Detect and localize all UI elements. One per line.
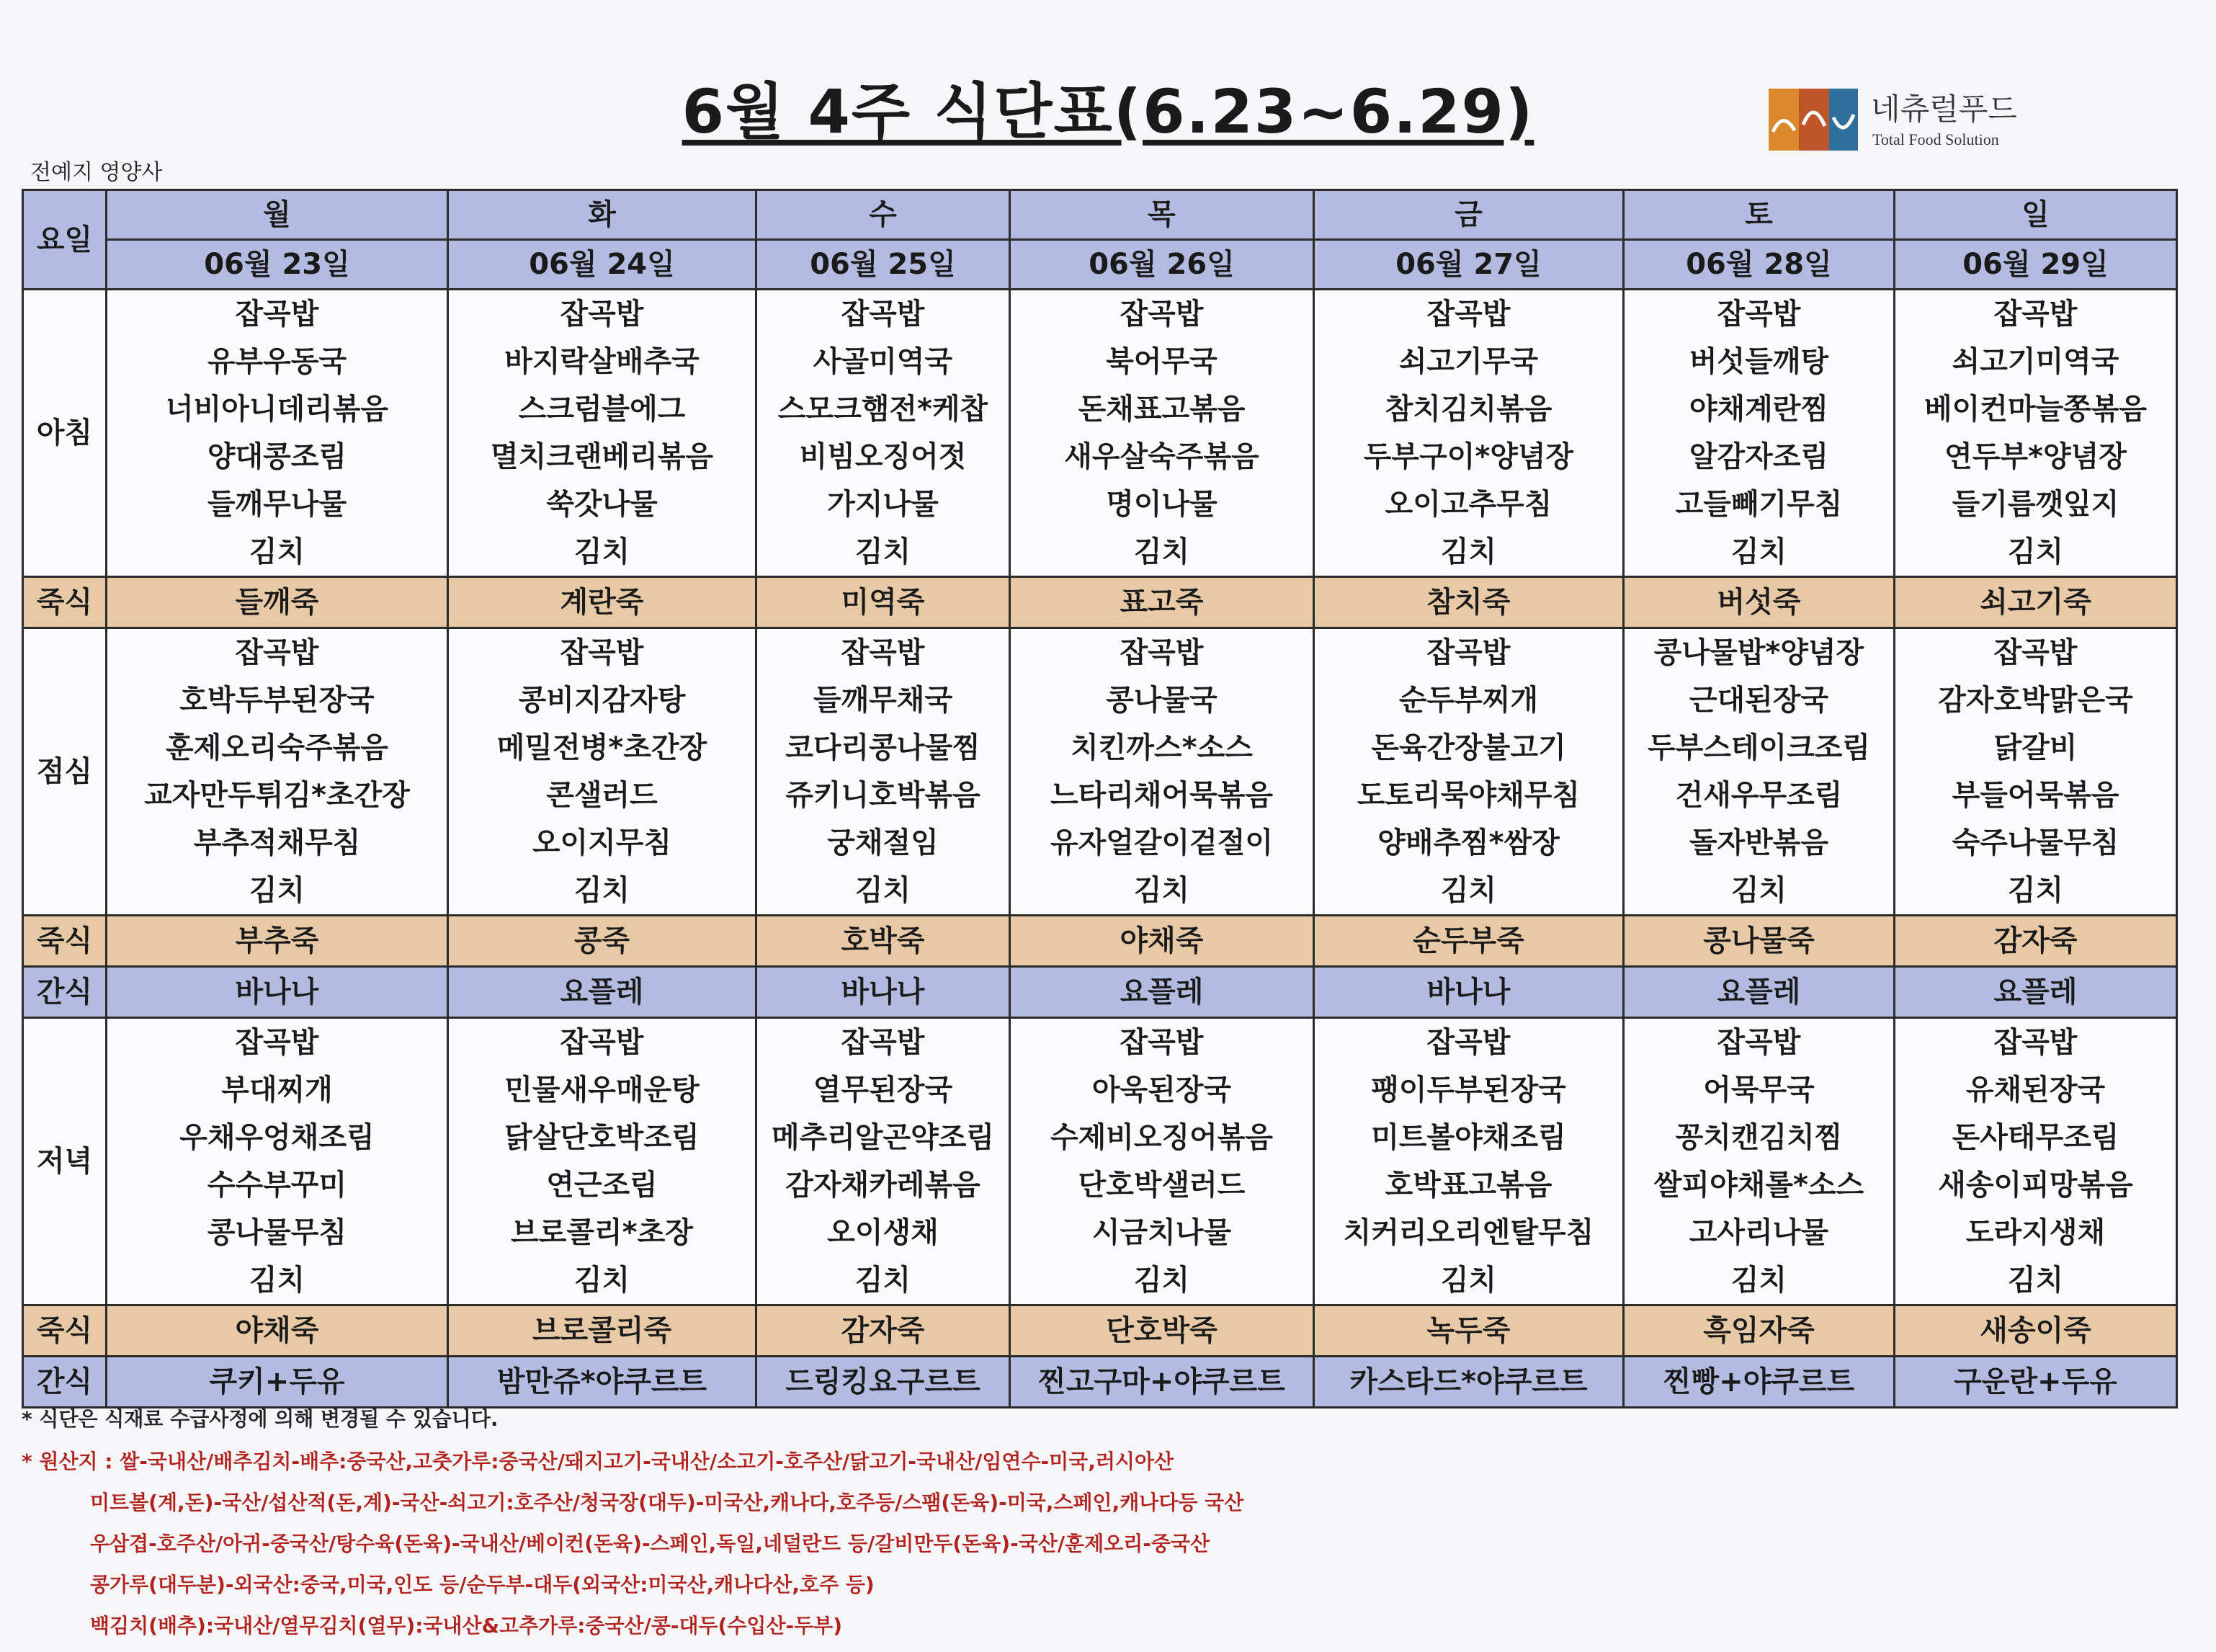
menu-item: 들기름깻잎지 — [1952, 488, 2119, 521]
menu-item: 미트볼야채조림 — [1371, 1121, 1566, 1154]
meal-label: 간식 — [23, 967, 107, 1018]
menu-item: 닭살단호박조림 — [504, 1121, 700, 1154]
menu-item: 쇠고기미역국 — [1952, 345, 2119, 378]
menu-item: 김치 — [573, 535, 630, 568]
menu-item: 김치 — [1440, 1264, 1497, 1297]
menu-cell: 요플레 — [1010, 967, 1314, 1018]
porridge-row — [23, 916, 2177, 967]
menu-item: 잡곡밥 — [841, 636, 925, 669]
menu-item: 김치 — [854, 535, 911, 568]
day-name: 일 — [1895, 190, 2177, 240]
menu-item: 콩나물밥*양념장 — [1653, 636, 1864, 669]
menu-item: 잡곡밥 — [1717, 298, 1801, 331]
menu-cell: 흑임자죽 — [1624, 1305, 1895, 1357]
menu-item: 김치 — [249, 535, 305, 568]
menu-cell: 바나나 — [1314, 967, 1624, 1018]
menu-cell — [1314, 1018, 1624, 1305]
menu-item: 감자채카레볶음 — [785, 1169, 980, 1202]
logo-mark-icon — [1769, 89, 1858, 151]
menu-item: 잡곡밥 — [1993, 1026, 2078, 1059]
menu-cell — [1314, 290, 1624, 577]
menu-item: 도토리묵야채무침 — [1357, 779, 1581, 812]
change-notice: * 식단은 식재료 수급사정에 의해 변경될 수 있습니다. — [22, 1407, 499, 1431]
day-date: 06월 25일 — [756, 240, 1010, 290]
menu-item: 고들빼기무침 — [1675, 488, 1843, 521]
menu-cell: 단호박죽 — [1010, 1305, 1314, 1357]
menu-item: 쌀피야채롤*소스 — [1653, 1169, 1864, 1202]
menu-item: 훈제오리숙주볶음 — [165, 731, 389, 764]
origin-line: * 원산지 : 쌀-국내산/배추김치-배추:중국산,고춧가루:중국산/돼지고기-국내산/소고기-호주산/닭고기-국내산/임연수-미국,러시아산 — [22, 1450, 1174, 1473]
menu-item: 건새우무조림 — [1675, 779, 1843, 812]
menu-item: 꽁치캔김치찜 — [1675, 1121, 1843, 1154]
menu-item: 부대찌개 — [221, 1073, 333, 1107]
menu-item: 숙주나물무침 — [1952, 826, 2119, 860]
menu-cell: 순두부죽 — [1314, 916, 1624, 967]
menu-cell — [448, 290, 756, 577]
menu-item: 연두부*양념장 — [1944, 440, 2127, 473]
menu-item: 김치 — [1133, 535, 1190, 568]
menu-item: 잡곡밥 — [841, 1026, 925, 1059]
day-name: 토 — [1624, 190, 1895, 240]
menu-item: 시금치나물 — [1091, 1216, 1232, 1249]
menu-cell — [1624, 628, 1895, 916]
day-date: 06월 28일 — [1624, 240, 1895, 290]
menu-item: 잡곡밥 — [1120, 1026, 1204, 1059]
menu-item: 알감자조림 — [1689, 440, 1829, 473]
menu-cell: 밤만쥬*야쿠르트 — [448, 1357, 756, 1408]
menu-cell: 콩나물죽 — [1624, 916, 1895, 967]
menu-cell — [448, 1018, 756, 1305]
menu-item: 김치 — [1133, 1264, 1190, 1297]
menu-item: 돈사태무조림 — [1952, 1121, 2119, 1154]
menu-item: 수수부꾸미 — [207, 1169, 347, 1202]
menu-cell: 참치죽 — [1314, 577, 1624, 628]
menu-item: 콘샐러드 — [546, 779, 658, 812]
menu-cell: 콩죽 — [448, 916, 756, 967]
menu-cell: 브로콜리죽 — [448, 1305, 756, 1357]
menu-item: 쥬키니호박볶음 — [785, 779, 980, 812]
origin-line: 우삼겹-호주산/아귀-중국산/탕수육(돈육)-국내산/베이컨(돈육)-스페인,독일,네덜란드 등/갈비만두(돈육)-국산/훈제오리-중국산 — [90, 1532, 1210, 1555]
day-name: 월 — [107, 190, 448, 240]
menu-cell: 야채죽 — [1010, 916, 1314, 967]
menu-item: 새우살숙주볶음 — [1064, 440, 1259, 473]
day-name: 금 — [1314, 190, 1624, 240]
menu-item: 잡곡밥 — [1120, 636, 1204, 669]
menu-cell: 녹두죽 — [1314, 1305, 1624, 1357]
menu-item: 감자호박맑은국 — [1938, 684, 2133, 717]
menu-item: 김치 — [1440, 535, 1497, 568]
menu-cell — [1314, 628, 1624, 916]
menu-item: 단호박샐러드 — [1078, 1169, 1246, 1202]
menu-item: 우채우엉채조림 — [179, 1121, 375, 1154]
menu-item: 바지락살배추국 — [504, 345, 700, 378]
dinner-row — [23, 1018, 2177, 1305]
menu-item: 김치 — [2007, 535, 2064, 568]
menu-item: 김치 — [1730, 535, 1787, 568]
lunch-row — [23, 628, 2177, 916]
menu-cell: 버섯죽 — [1624, 577, 1895, 628]
menu-cell: 카스타드*야쿠르트 — [1314, 1357, 1624, 1408]
menu-item: 두부구이*양념장 — [1363, 440, 1574, 473]
menu-item: 너비아니데리볶음 — [165, 393, 389, 426]
menu-table — [22, 189, 2178, 1408]
menu-item: 김치 — [854, 1264, 911, 1297]
menu-cell — [107, 1018, 448, 1305]
menu-item: 가지나물 — [827, 488, 939, 521]
menu-item: 참치김치볶음 — [1385, 393, 1552, 426]
menu-item: 유부우동국 — [207, 345, 347, 378]
meal-label: 저녁 — [23, 1018, 107, 1305]
menu-item: 야채계란찜 — [1689, 393, 1829, 426]
menu-cell: 부추죽 — [107, 916, 448, 967]
menu-cell: 구운란+두유 — [1895, 1357, 2177, 1408]
menu-item: 김치 — [2007, 1264, 2064, 1297]
menu-item: 닭갈비 — [1993, 731, 2078, 764]
menu-item: 잡곡밥 — [1993, 298, 2078, 331]
day-date: 06월 26일 — [1010, 240, 1314, 290]
menu-item: 양대콩조림 — [207, 440, 347, 473]
menu-item: 잡곡밥 — [1120, 298, 1204, 331]
menu-cell: 감자죽 — [1895, 916, 2177, 967]
menu-cell: 바나나 — [756, 967, 1010, 1018]
menu-item: 들깨무채국 — [813, 684, 953, 717]
menu-item: 아욱된장국 — [1091, 1073, 1232, 1107]
menu-cell — [1010, 290, 1314, 577]
menu-cell — [107, 628, 448, 916]
menu-item: 팽이두부된장국 — [1371, 1073, 1566, 1107]
day-date: 06월 23일 — [107, 240, 448, 290]
menu-item: 명이나물 — [1106, 488, 1218, 521]
menu-item: 고사리나물 — [1689, 1216, 1829, 1249]
menu-cell: 쿠키+두유 — [107, 1357, 448, 1408]
menu-item: 김치 — [249, 1264, 305, 1297]
menu-cell — [448, 628, 756, 916]
menu-item: 북어무국 — [1106, 345, 1218, 378]
day-date: 06월 24일 — [448, 240, 756, 290]
menu-item: 콩비지감자탕 — [518, 684, 686, 717]
porridge-row — [23, 577, 2177, 628]
menu-item: 도라지생채 — [1965, 1216, 2106, 1249]
menu-item: 김치 — [1133, 874, 1190, 907]
menu-cell — [1624, 290, 1895, 577]
menu-cell — [1624, 1018, 1895, 1305]
menu-item: 어묵무국 — [1703, 1073, 1815, 1107]
menu-cell: 찐빵+야쿠르트 — [1624, 1357, 1895, 1408]
company-logo — [1769, 83, 2017, 155]
breakfast-row — [23, 290, 2177, 577]
logo-tagline: Total Food Solution — [1872, 130, 1999, 148]
menu-cell: 바나나 — [107, 967, 448, 1018]
menu-item: 김치 — [2007, 874, 2064, 907]
menu-cell — [756, 1018, 1010, 1305]
menu-item: 비빔오징어젓 — [799, 440, 967, 473]
meal-label: 죽식 — [23, 577, 107, 628]
origin-line: 백김치(배추):국내산/열무김치(열무):국내산&고추가루:중국산/콩-대두(수입산-두부) — [90, 1614, 843, 1638]
menu-item: 궁채절임 — [827, 826, 939, 860]
menu-item: 잡곡밥 — [1426, 1026, 1511, 1059]
meal-label: 간식 — [23, 1357, 107, 1408]
day-name: 수 — [756, 190, 1010, 240]
menu-cell: 요플레 — [1895, 967, 2177, 1018]
menu-item: 멸치크랜베리볶음 — [490, 440, 714, 473]
menu-item: 브로콜리*초장 — [511, 1216, 693, 1249]
menu-item: 잡곡밥 — [560, 636, 644, 669]
menu-item: 양배추찜*쌈장 — [1377, 826, 1560, 860]
menu-item: 호박표고볶음 — [1385, 1169, 1552, 1202]
menu-item: 잡곡밥 — [235, 298, 319, 331]
menu-item: 쇠고기무국 — [1398, 345, 1539, 378]
menu-item: 새송이피망볶음 — [1938, 1169, 2133, 1202]
menu-item: 근대된장국 — [1689, 684, 1829, 717]
menu-item: 코다리콩나물찜 — [785, 731, 980, 764]
menu-item: 잡곡밥 — [1993, 636, 2078, 669]
menu-item: 수제비오징어볶음 — [1050, 1121, 1274, 1154]
menu-cell: 미역죽 — [756, 577, 1010, 628]
menu-item: 김치 — [1440, 874, 1497, 907]
menu-item: 김치 — [854, 874, 911, 907]
menu-cell: 드링킹요구르트 — [756, 1357, 1010, 1408]
menu-item: 김치 — [1730, 874, 1787, 907]
menu-cell: 계란죽 — [448, 577, 756, 628]
meal-label: 죽식 — [23, 1305, 107, 1357]
menu-item: 오이고추무침 — [1385, 488, 1552, 521]
origin-line: 미트볼(계,돈)-국산/섭산적(돈,계)-국산-쇠고기:호주산/청국장(대두)-미국산,캐나다,호주등/스팸(돈육)-미국,스페인,캐나다등 국산 — [90, 1491, 1244, 1514]
menu-cell — [1895, 628, 2177, 916]
menu-cell: 쇠고기죽 — [1895, 577, 2177, 628]
menu-item: 돈육간장불고기 — [1371, 731, 1566, 764]
menu-item: 잡곡밥 — [560, 298, 644, 331]
menu-item: 스크럼블에그 — [518, 393, 686, 426]
menu-item: 오이지무침 — [532, 826, 672, 860]
porridge-row — [23, 1305, 2177, 1357]
menu-item: 잡곡밥 — [235, 1026, 319, 1059]
menu-cell — [1895, 1018, 2177, 1305]
origin-info — [22, 1441, 2168, 1646]
menu-item: 김치 — [573, 1264, 630, 1297]
meal-label: 죽식 — [23, 916, 107, 967]
menu-cell — [1895, 290, 2177, 577]
menu-item: 연근조림 — [546, 1169, 658, 1202]
menu-cell: 표고죽 — [1010, 577, 1314, 628]
menu-cell: 찐고구마+야쿠르트 — [1010, 1357, 1314, 1408]
menu-item: 잡곡밥 — [1426, 636, 1511, 669]
menu-cell — [107, 290, 448, 577]
menu-cell — [1010, 1018, 1314, 1305]
menu-cell — [756, 290, 1010, 577]
header-date-row — [23, 240, 2177, 290]
menu-item: 잡곡밥 — [1426, 298, 1511, 331]
menu-item: 민물새우매운탕 — [504, 1073, 700, 1107]
menu-cell: 야채죽 — [107, 1305, 448, 1357]
menu-item: 유자얼갈이겉절이 — [1050, 826, 1274, 860]
notes-section — [22, 1403, 2168, 1646]
menu-item: 교자만두튀김*초간장 — [144, 779, 410, 812]
day-date: 06월 27일 — [1314, 240, 1624, 290]
menu-item: 김치 — [573, 874, 630, 907]
menu-item: 유채된장국 — [1965, 1073, 2106, 1107]
menu-cell: 호박죽 — [756, 916, 1010, 967]
page-title: 6월 4주 식단표(6.23~6.29) — [682, 76, 1534, 147]
menu-item: 호박두부된장국 — [179, 684, 375, 717]
menu-item: 부추적채무침 — [193, 826, 361, 860]
menu-item: 베이컨마늘쫑볶음 — [1924, 393, 2148, 426]
author-label: 전예지 영양사 — [30, 160, 163, 185]
logo-name: 네츄럴푸드 — [1871, 91, 2017, 127]
menu-item: 콩나물무침 — [207, 1216, 347, 1249]
menu-item: 순두부찌개 — [1398, 684, 1539, 717]
menu-item: 잡곡밥 — [560, 1026, 644, 1059]
day-name: 목 — [1010, 190, 1314, 240]
menu-item: 돌자반볶음 — [1689, 826, 1829, 860]
origin-line: 콩가루(대두분)-외국산:중국,미국,인도 등/순두부-대두(외국산:미국산,캐나다산,호주 등) — [90, 1573, 875, 1597]
menu-cell: 요플레 — [1624, 967, 1895, 1018]
header-corner: 요일 — [23, 190, 107, 290]
menu-item: 버섯들깨탕 — [1689, 345, 1829, 378]
menu-item: 김치 — [1730, 1264, 1787, 1297]
snack-row — [23, 1357, 2177, 1408]
menu-item: 김치 — [249, 874, 305, 907]
menu-item: 두부스테이크조림 — [1647, 731, 1871, 764]
menu-item: 느타리채어묵볶음 — [1050, 779, 1274, 812]
menu-item: 쑥갓나물 — [546, 488, 658, 521]
snack-row — [23, 967, 2177, 1018]
menu-item: 열무된장국 — [813, 1073, 953, 1107]
menu-item: 부들어묵볶음 — [1952, 779, 2119, 812]
menu-item: 치커리오리엔탈무침 — [1343, 1216, 1594, 1249]
day-date: 06월 29일 — [1895, 240, 2177, 290]
menu-item: 잡곡밥 — [1717, 1026, 1801, 1059]
menu-item: 잡곡밥 — [235, 636, 319, 669]
menu-item: 치킨까스*소스 — [1071, 731, 1253, 764]
menu-item: 사골미역국 — [813, 345, 953, 378]
menu-cell: 새송이죽 — [1895, 1305, 2177, 1357]
menu-item: 오이생채 — [827, 1216, 939, 1249]
menu-item: 잡곡밥 — [841, 298, 925, 331]
menu-item: 들깨무나물 — [207, 488, 347, 521]
menu-item: 돈채표고볶음 — [1078, 393, 1246, 426]
menu-item: 스모크햄전*케찹 — [777, 393, 988, 426]
menu-cell: 들깨죽 — [107, 577, 448, 628]
menu-cell: 요플레 — [448, 967, 756, 1018]
day-name: 화 — [448, 190, 756, 240]
meal-label: 점심 — [23, 628, 107, 916]
menu-cell — [1010, 628, 1314, 916]
menu-cell — [756, 628, 1010, 916]
menu-cell: 감자죽 — [756, 1305, 1010, 1357]
meal-label: 아침 — [23, 290, 107, 577]
header-day-row — [23, 190, 2177, 240]
menu-item: 콩나물국 — [1106, 684, 1218, 717]
menu-item: 메추리알곤약조림 — [771, 1121, 995, 1154]
menu-item: 메밀전병*초간장 — [496, 731, 707, 764]
